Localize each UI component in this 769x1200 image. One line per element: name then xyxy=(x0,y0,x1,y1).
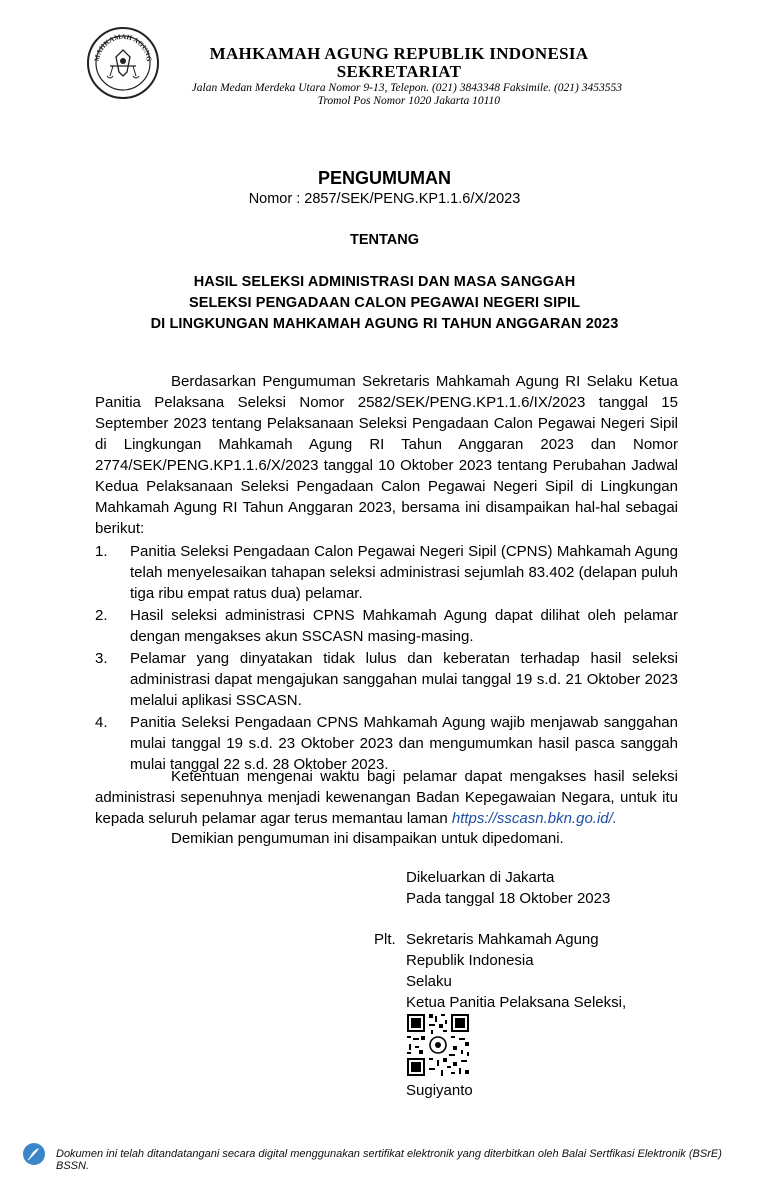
signatory-title-line2: Republik Indonesia xyxy=(406,952,534,969)
closing-text: Ketentuan mengenai waktu bagi pelamar dapat mengakses hasil seleksi administrasi sepenuhnya menjadi kewenangan Badan Kepegawaian Negara, untuk itu kepada seluruh pelamar agar terus memantau laman xyxy=(95,768,678,827)
list-item-text: Hasil seleksi administrasi CPNS Mahkamah Agung dapat dilihat oleh pelamar dengan mengakses akun SSCASN masing-masing. xyxy=(130,607,678,645)
announcement-points xyxy=(95,541,678,776)
list-item xyxy=(95,648,678,711)
signatory-title-line1: Sekretaris Mahkamah Agung xyxy=(406,931,599,948)
list-item-number: 3. xyxy=(95,650,108,667)
issued-date: Pada tanggal 18 Oktober 2023 xyxy=(406,890,611,907)
list-item xyxy=(95,605,678,647)
mahkamah-agung-seal-logo xyxy=(86,26,160,100)
bsre-feather-icon xyxy=(22,1142,46,1166)
qr-code-signature xyxy=(405,1012,471,1078)
about-heading: TENTANG xyxy=(349,232,419,248)
letterhead-unit: SEKRETARIAT xyxy=(336,62,462,81)
announcement-title: PENGUMUMAN xyxy=(318,168,451,188)
list-item-text: Pelamar yang dinyatakan tidak lulus dan keberatan terhadap hasil seleksi administrasi dapat mengajukan sanggahan mulai tanggal 19 s.d. 21 Oktober 2023 melalui aplikasi SSCASN. xyxy=(130,650,678,709)
signatory-plt: Plt. xyxy=(374,931,396,948)
digital-signature-notice: Dokumen ini telah ditandatangani secara digital menggunakan sertifikat elektronik yang diterbitkan oleh Balai Sertfikasi Elektronik (BSrE) BSSN. xyxy=(56,1148,722,1172)
letterhead-address-line2: Tromol Pos Nomor 1020 Jakarta 10110 xyxy=(317,95,500,107)
list-item-number: 2. xyxy=(95,607,108,624)
announcement-number: Nomor : 2857/SEK/PENG.KP1.1.6/X/2023 xyxy=(248,191,521,207)
subject-line-3: DI LINGKUNGAN MAHKAMAH AGUNG RI TAHUN ANGGARAN 2023 xyxy=(150,316,619,332)
seal-text: MAHKAMAH AGUNG xyxy=(92,32,154,63)
list-item xyxy=(95,541,678,604)
intro-paragraph: Berdasarkan Pengumuman Sekretaris Mahkamah Agung RI Selaku Ketua Panitia Pelaksana Seleksi Nomor 2582/SEK/PENG.KP1.1.6/IX/2023 tanggal 15 September 2023 tentang Pelaksanaan Seleksi Pengadaan Calon Pegawai Negeri Sipil di Lingkungan Mahkamah Agung RI Tahun Anggaran 2023 dan Nomor 2774/SEK/PENG.KP1.1.6/X/2023 tanggal 10 Oktober 2023 tentang Perubahan Jadwal Kedua Pelaksanaan Seleksi Pengadaan Calon Pegawai Negeri Sipil di Lingkungan Mahkamah Agung RI Tahun Anggaran 2023, bersama ini disampaikan hal-hal sebagai berikut: xyxy=(95,373,678,537)
letterhead xyxy=(0,0,769,150)
list-item-number: 1. xyxy=(95,543,108,560)
issued-place: Dikeluarkan di Jakarta xyxy=(406,869,555,886)
subject-line-2: SELEKSI PENGADAAN CALON PEGAWAI NEGERI SIPIL xyxy=(188,295,581,311)
signatory-title-line3: Selaku xyxy=(406,973,452,990)
letterhead-address-line1: Jalan Medan Merdeka Utara Nomor 9-13, Telepon. (021) 3843348 Faksimile. (021) 3453553 xyxy=(191,82,622,94)
signatory-title-line4: Ketua Panitia Pelaksana Seleksi, xyxy=(406,994,627,1011)
closing-paragraph xyxy=(95,766,678,829)
list-item-text: Panitia Seleksi Pengadaan Calon Pegawai Negeri Sipil (CPNS) Mahkamah Agung telah menyelesaikan tahapan seleksi administrasi sejumlah 83.402 (delapan puluh tiga ribu empat ratus dua) pelamar. xyxy=(130,543,678,602)
final-line: Demikian pengumuman ini disampaikan untuk dipedomani. xyxy=(171,830,564,847)
sscasn-link[interactable]: https://sscasn.bkn.go.id/. xyxy=(451,810,617,827)
list-item-number: 4. xyxy=(95,714,108,731)
signatory-name: Sugiyanto xyxy=(406,1082,473,1099)
subject-line-1: HASIL SELEKSI ADMINISTRASI DAN MASA SANGGAH xyxy=(193,274,576,290)
list-item-text: Panitia Seleksi Pengadaan CPNS Mahkamah Agung wajib menjawab sanggahan mulai tanggal 19 s.d. 23 Oktober 2023 dan mengumumkan hasil pasca sanggah mulai tanggal 22 s.d. 28 Oktober 2023. xyxy=(130,714,678,773)
letterhead-org-name: MAHKAMAH AGUNG REPUBLIK INDONESIA xyxy=(209,44,589,63)
